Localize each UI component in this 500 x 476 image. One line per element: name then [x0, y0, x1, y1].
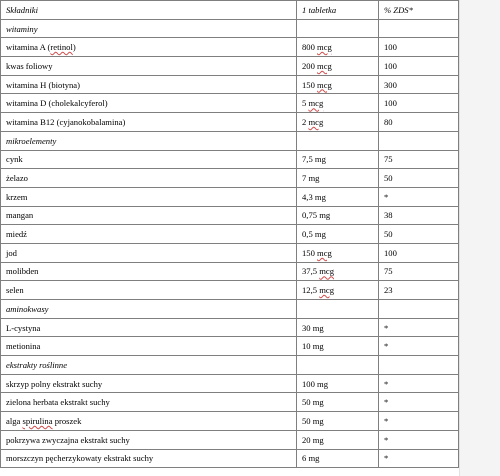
table-row [1, 169, 459, 188]
rws-percent-cell: 38 [379, 206, 459, 225]
ingredient-name: skrzyp polny ekstrakt suchy [6, 378, 103, 389]
section-row [1, 356, 459, 375]
page-margin-strip [459, 0, 500, 476]
table-row [1, 38, 459, 57]
ingredient-name-cell [1, 169, 297, 188]
ingredient-name: witamina D (cholekalcyferol) [6, 98, 108, 109]
amount-value: 37,5 [302, 266, 318, 277]
amount-cell [297, 318, 379, 337]
rws-percent-cell: * [379, 430, 459, 449]
section-title: aminokwasy [1, 300, 297, 319]
empty-cell [379, 300, 459, 319]
ingredient-name-cell [1, 187, 297, 206]
ingredient-name-cell [1, 412, 297, 431]
amount-unit: mcg [317, 42, 332, 53]
amount-value: 0,5 mg [302, 229, 326, 240]
amount-value: 0,75 mg [302, 210, 331, 221]
amount-cell [297, 206, 379, 225]
amount-value: 100 mg [302, 378, 329, 389]
amount-unit: mcg [319, 266, 334, 277]
table-row [1, 374, 459, 393]
rws-percent-cell: 100 [379, 38, 459, 57]
ingredient-name-cell [1, 281, 297, 300]
ingredient-name: selen [6, 285, 24, 296]
rws-percent-cell: * [379, 374, 459, 393]
ingredient-name: pokrzywa zwyczajna ekstrakt suchy [6, 434, 130, 445]
section-row [1, 300, 459, 319]
table-row [1, 187, 459, 206]
rws-percent-cell: * [379, 318, 459, 337]
amount-value: 50 mg [302, 397, 324, 408]
empty-cell [297, 356, 379, 375]
ingredient-name-cell [1, 94, 297, 113]
table-row [1, 393, 459, 412]
ingredient-name: metionina [6, 341, 41, 352]
amount-cell [297, 187, 379, 206]
table-row [1, 430, 459, 449]
ingredient-name-cell [1, 318, 297, 337]
rws-percent-cell: 80 [379, 113, 459, 132]
amount-cell [297, 113, 379, 132]
table-row [1, 57, 459, 76]
amount-unit: mcg [308, 98, 324, 109]
rws-percent-cell: * [379, 449, 459, 468]
ingredient-name-cell [1, 243, 297, 262]
ingredient-name: kwas foliowy [6, 60, 53, 71]
amount-cell [297, 243, 379, 262]
amount-cell [297, 169, 379, 188]
ingredient-name: krzem [6, 191, 28, 202]
amount-cell [297, 393, 379, 412]
amount-cell [297, 150, 379, 169]
empty-cell [379, 19, 459, 38]
header-ingredients: Składniki [1, 1, 297, 20]
amount-value: 7 mg [302, 173, 320, 184]
header-per-tablet: 1 tabletka [297, 1, 379, 20]
ingredient-name-cell [1, 113, 297, 132]
ingredient-name: jod [6, 247, 17, 258]
ingredient-name: witamina H (biotyna) [6, 79, 80, 90]
rws-percent-cell: 50 [379, 169, 459, 188]
ingredient-name-suffix: ) [72, 42, 76, 53]
amount-value: 7,5 mg [302, 154, 326, 165]
ingredient-name-flagged: retinol [50, 42, 73, 53]
header-rws-percent: % ZDS* [379, 1, 459, 20]
ingredient-name: alga [6, 415, 23, 426]
ingredient-name: witamina B12 (cyjanokobalamina) [6, 116, 126, 127]
rws-percent-cell: 100 [379, 57, 459, 76]
empty-cell [297, 19, 379, 38]
rws-percent-cell: * [379, 393, 459, 412]
ingredient-name-cell [1, 206, 297, 225]
amount-cell [297, 75, 379, 94]
empty-cell [379, 356, 459, 375]
rws-percent-cell: 75 [379, 150, 459, 169]
amount-value: 20 mg [302, 434, 324, 445]
amount-value: 200 [302, 60, 315, 71]
table-row [1, 281, 459, 300]
rws-percent-cell: 300 [379, 75, 459, 94]
ingredient-name: witamina A ( [6, 42, 51, 53]
table-row [1, 206, 459, 225]
section-row [1, 19, 459, 38]
table-row [1, 449, 459, 468]
empty-cell [297, 300, 379, 319]
section-title: mikroelementy [1, 131, 297, 150]
amount-cell [297, 449, 379, 468]
amount-cell [297, 57, 379, 76]
amount-value: 5 [302, 98, 307, 109]
table-row [1, 412, 459, 431]
table-row [1, 113, 459, 132]
table-row [1, 337, 459, 356]
amount-unit: mcg [317, 79, 332, 90]
ingredient-name-cell [1, 430, 297, 449]
amount-cell [297, 337, 379, 356]
ingredient-name-cell [1, 225, 297, 244]
ingredient-name-cell [1, 393, 297, 412]
amount-unit: mcg [319, 285, 334, 296]
amount-cell [297, 94, 379, 113]
ingredient-name: cynk [6, 154, 23, 165]
rws-percent-cell: * [379, 412, 459, 431]
table-row [1, 318, 459, 337]
table-row [1, 225, 459, 244]
ingredient-name-cell [1, 449, 297, 468]
amount-value: 4,3 mg [302, 191, 326, 202]
amount-cell [297, 412, 379, 431]
rws-percent-cell: 75 [379, 262, 459, 281]
ingredient-name-cell [1, 374, 297, 393]
amount-value: 150 [302, 79, 315, 90]
rws-percent-cell: 23 [379, 281, 459, 300]
ingredient-name: mangan [6, 210, 34, 221]
ingredient-name: miedź [6, 229, 27, 240]
amount-cell [297, 374, 379, 393]
amount-cell [297, 430, 379, 449]
ingredient-name: zielona herbata ekstrakt suchy [6, 397, 110, 408]
table-row [1, 243, 459, 262]
ingredient-name-cell [1, 150, 297, 169]
table-row [1, 150, 459, 169]
amount-value: 800 [302, 42, 315, 53]
table-row [1, 75, 459, 94]
empty-cell [379, 131, 459, 150]
amount-cell [297, 262, 379, 281]
amount-unit: mcg [317, 247, 332, 258]
table-header-row [1, 1, 459, 20]
amount-value: 10 mg [302, 341, 324, 352]
ingredient-name-flagged: spirulina [22, 415, 53, 426]
ingredient-name: molibden [6, 266, 39, 277]
table-row [1, 262, 459, 281]
empty-cell [297, 131, 379, 150]
rws-percent-cell: 50 [379, 225, 459, 244]
ingredient-name: żelazo [6, 173, 28, 184]
amount-cell [297, 281, 379, 300]
section-title: ekstrakty roślinne [1, 356, 297, 375]
rws-percent-cell: * [379, 187, 459, 206]
section-title: witaminy [1, 19, 297, 38]
amount-value: 2 [302, 116, 307, 127]
amount-value: 30 mg [302, 322, 324, 333]
ingredient-name-cell [1, 75, 297, 94]
amount-value: 50 mg [302, 415, 324, 426]
amount-unit: mcg [308, 116, 324, 127]
ingredient-name-cell [1, 38, 297, 57]
amount-cell [297, 225, 379, 244]
section-row [1, 131, 459, 150]
ingredient-name-cell [1, 262, 297, 281]
table-row [1, 94, 459, 113]
amount-value: 12,5 [302, 285, 318, 296]
amount-cell [297, 38, 379, 57]
rws-percent-cell: * [379, 337, 459, 356]
ingredient-name-cell [1, 337, 297, 356]
amount-value: 6 mg [302, 453, 320, 464]
ingredient-name: L-cystyna [6, 322, 41, 333]
ingredient-name-suffix: proszek [52, 415, 82, 426]
ingredient-name: morszczyn pęcherzykowaty ekstrakt suchy [6, 453, 154, 464]
amount-unit: mcg [317, 60, 332, 71]
ingredient-name-cell [1, 57, 297, 76]
amount-value: 150 [302, 247, 315, 258]
rws-percent-cell: 100 [379, 94, 459, 113]
rws-percent-cell: 100 [379, 243, 459, 262]
